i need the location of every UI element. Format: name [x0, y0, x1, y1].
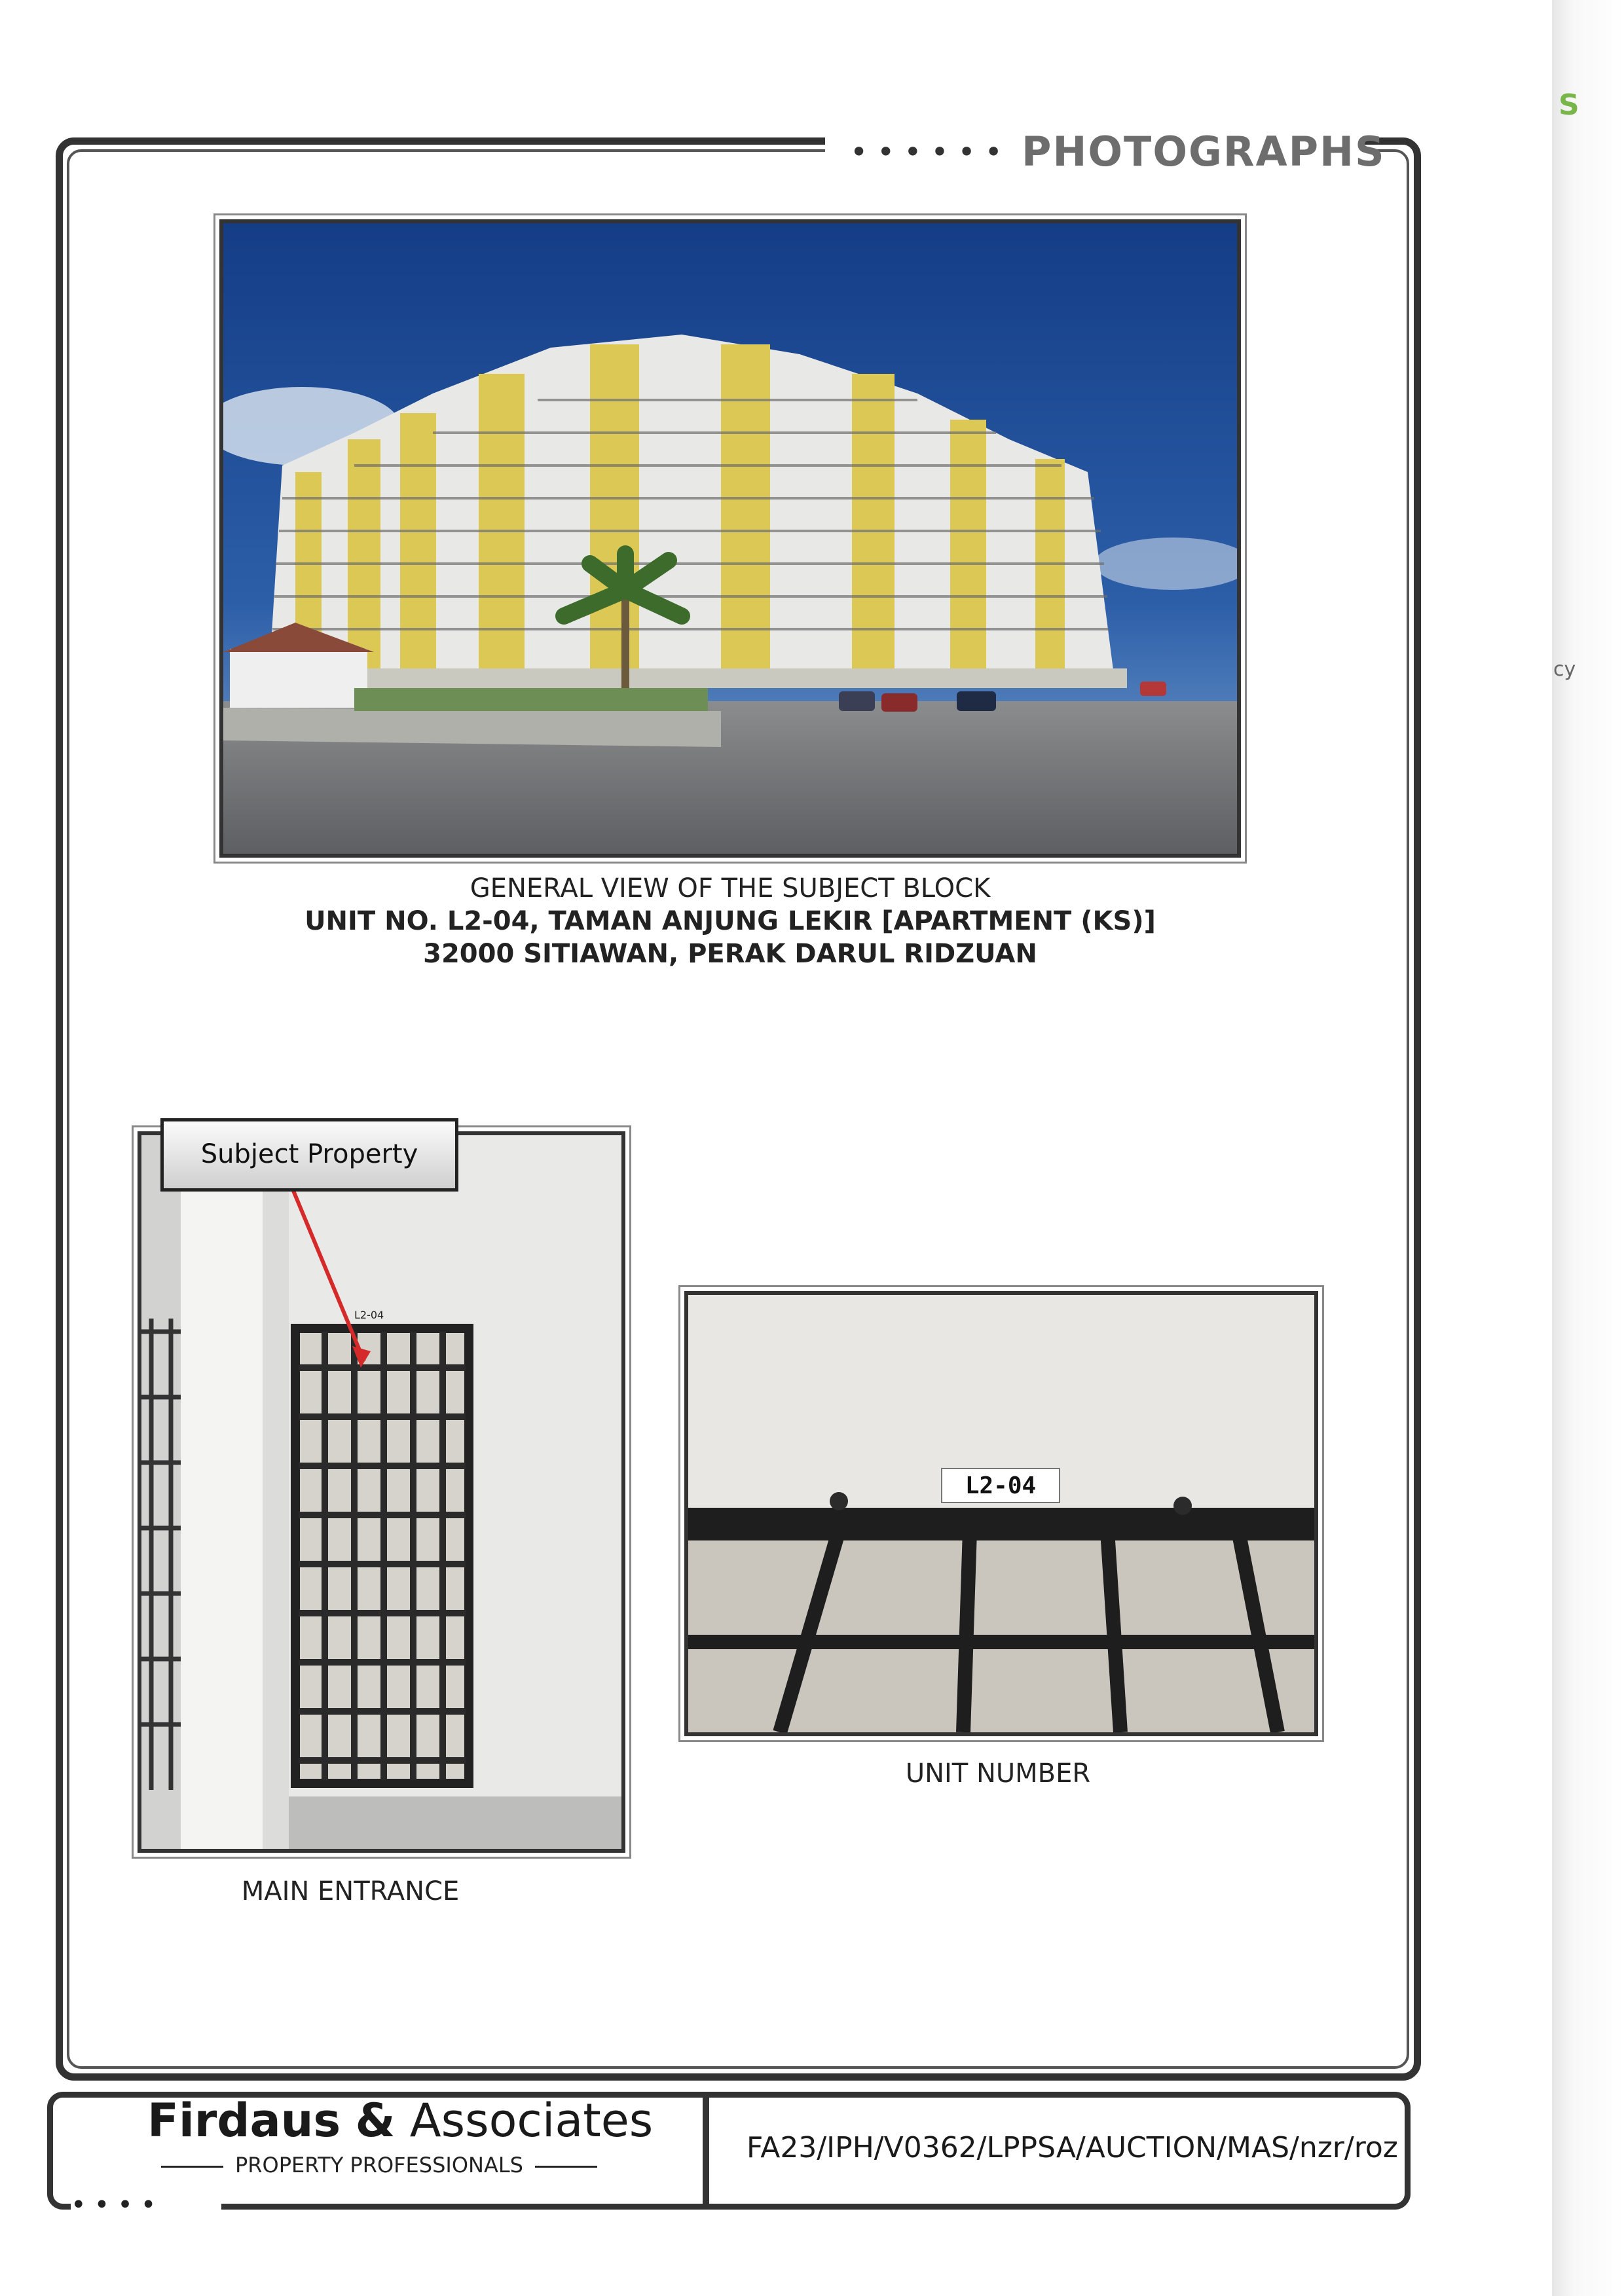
reference-number: FA23/IPH/V0362/LPPSA/AUCTION/MAS/nzr/roz: [747, 2131, 1398, 2164]
next-page-edge: [1552, 0, 1624, 2296]
subject-property-label: Subject Property: [160, 1118, 458, 1192]
tagline-left-rule: [161, 2166, 223, 2168]
firm-ampersand: &: [355, 2094, 396, 2147]
footer-divider: [703, 2095, 709, 2206]
title-dots: ••••••: [850, 134, 1012, 170]
page-title: PHOTOGRAPHS: [1022, 128, 1386, 175]
caption-unit-number: UNIT NUMBER: [905, 1758, 1091, 1789]
firm-name-part1: Firdaus: [147, 2094, 341, 2147]
edge-mark: S: [1559, 88, 1579, 122]
caption-general-view-line2: UNIT NO. L2-04, TAMAN ANJUNG LEKIR [APARTMENT (KS)]: [304, 906, 1156, 936]
photo-general-view: [219, 219, 1241, 858]
photo-main-entrance: [138, 1131, 625, 1853]
firm-name-part2: Associates: [409, 2094, 654, 2147]
firm-tagline: [149, 2153, 609, 2178]
caption-general-view: [219, 872, 1241, 970]
caption-general-view-line3: 32000 SITIAWAN, PERAK DARUL RIDZUAN: [423, 939, 1037, 969]
photo-unit-number: [684, 1291, 1318, 1736]
building-photo-illustration: [223, 223, 1237, 854]
footer-dots: ••••: [71, 2190, 221, 2223]
door-sign: L2-04: [354, 1309, 384, 1321]
firm-name: [147, 2094, 653, 2147]
caption-main-entrance: MAIN ENTRANCE: [241, 1876, 460, 1906]
unit-number-plate: L2-04: [965, 1472, 1037, 1499]
tagline-right-rule: [535, 2166, 597, 2168]
firm-tagline-text: PROPERTY PROFESSIONALS: [235, 2153, 523, 2178]
entrance-photo-illustration: [141, 1135, 621, 1849]
caption-general-view-line1: GENERAL VIEW OF THE SUBJECT BLOCK: [470, 873, 991, 903]
unit-number-photo-illustration: [688, 1295, 1314, 1732]
edge-text: cy: [1553, 658, 1576, 681]
